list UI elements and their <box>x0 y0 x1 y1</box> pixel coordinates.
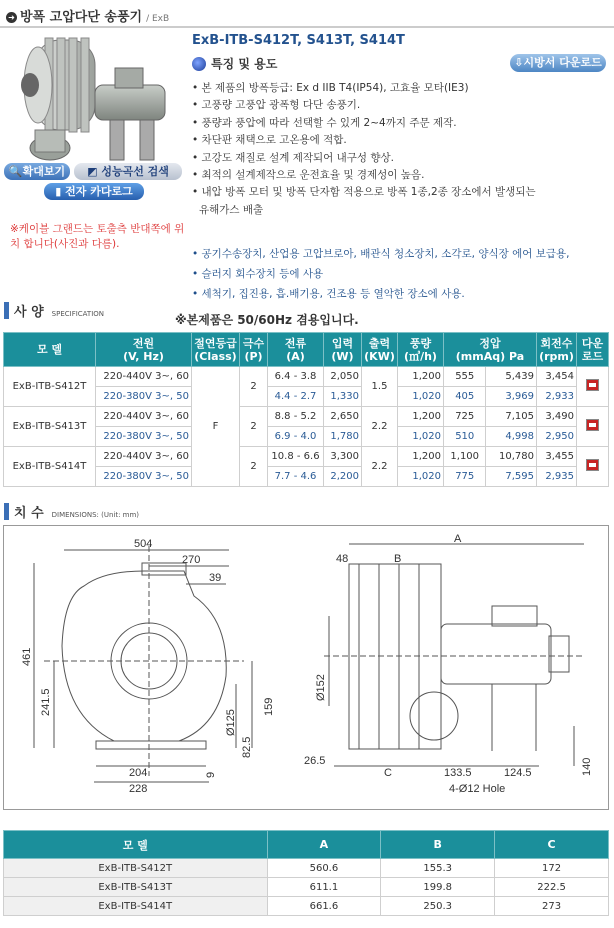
col-pressure-unit1: (mmAq) <box>455 349 506 363</box>
cell-flow: 1,020 <box>398 427 444 447</box>
cell-power: 220-380V 3~, 50 <box>96 427 192 447</box>
cell-output: 2.2 <box>362 407 398 447</box>
spec-heading <box>4 301 104 323</box>
cell-current: 7.7 - 4.6 <box>268 467 324 487</box>
list-item: • 본 제품의 방폭등급: Ex d IIB T4(IP54), 고효율 모타(IE3) <box>192 80 612 97</box>
cell-b: 250.3 <box>381 897 495 916</box>
dim-124: 124.5 <box>504 767 532 779</box>
cell-c: 222.5 <box>495 878 609 897</box>
cell-mmaq: 725 <box>444 407 486 427</box>
col-insulation-label: 절연등급 <box>194 336 237 350</box>
dim-c: C <box>384 767 392 779</box>
list-item: • 공기수송장치, 산업용 고압브로아, 배관식 청소장치, 소각로, 양식장 에어 보급용, <box>192 243 612 266</box>
table-row <box>4 878 609 897</box>
dim-133: 133.5 <box>444 767 472 779</box>
table-header-row <box>4 333 609 367</box>
catalog-label: 전자 카다로그 <box>65 185 133 198</box>
manual-download-button[interactable] <box>510 54 606 72</box>
table-row <box>4 407 609 427</box>
cell-flow: 1,200 <box>398 447 444 467</box>
cell-power: 220-380V 3~, 50 <box>96 467 192 487</box>
cell-c: 273 <box>495 897 609 916</box>
cell-rpm: 3,454 <box>537 367 577 387</box>
list-item: • 고풍량 고풍압 광폭형 다단 송풍기. <box>192 97 612 114</box>
dim-152: Ø152 <box>315 674 327 701</box>
arrow-icon: ➜ <box>6 12 17 23</box>
col-input <box>324 333 362 367</box>
dim-241: 241.5 <box>40 688 52 716</box>
cell-rpm: 2,950 <box>537 427 577 447</box>
table-row <box>4 447 609 467</box>
page-title-sub: / ExB <box>146 14 170 24</box>
col-poles-label: 극수 <box>242 336 265 350</box>
spec-heading-en: SPECIFICATION <box>51 310 105 318</box>
cell-a: 661.6 <box>267 897 381 916</box>
col-output <box>362 333 398 367</box>
dim-461: 461 <box>21 647 33 666</box>
col-current-label: 전류 <box>284 336 307 350</box>
cable-note: ※케이블 그랜드는 토출측 반대쪽에 위치 합니다(사진과 다름). <box>10 223 185 250</box>
col-current-unit: (A) <box>286 349 305 363</box>
cell-input: 2,200 <box>324 467 362 487</box>
pdf-icon <box>586 419 599 431</box>
pdf-icon <box>586 379 599 391</box>
cell-model: ExB-ITB-S414T <box>4 447 96 487</box>
dim-159: 159 <box>263 697 275 716</box>
col-c: C <box>495 831 609 859</box>
col-insulation <box>192 333 240 367</box>
list-item: • 세척기, 집진용, 흡.배기용, 건조용 등 열악한 장소에 사용. <box>192 283 612 306</box>
col-rpm-unit: (rpm) <box>539 349 574 363</box>
pdf-download-button[interactable] <box>577 367 609 407</box>
cell-c: 172 <box>495 859 609 878</box>
col-download <box>577 333 609 367</box>
cell-flow: 1,020 <box>398 387 444 407</box>
pdf-download-button[interactable] <box>577 447 609 487</box>
cell-a: 611.1 <box>267 878 381 897</box>
cell-model: ExB-ITB-S413T <box>4 878 268 897</box>
cell-pa: 7,105 <box>486 407 537 427</box>
cell-input: 2,050 <box>324 367 362 387</box>
features-heading-text: 특징 및 용도 <box>211 57 278 71</box>
list-item: 유해가스 배출 <box>199 203 264 216</box>
col-flow-unit: (㎥/h) <box>404 349 437 363</box>
model-title: ExB-ITB-S412T, S413T, S414T <box>192 33 405 48</box>
cell-mmaq: 555 <box>444 367 486 387</box>
cell-a: 560.6 <box>267 859 381 878</box>
table-header-row <box>4 831 609 859</box>
curve-search-button[interactable] <box>74 163 182 180</box>
dim-228: 228 <box>129 783 148 795</box>
cell-power: 220-440V 3~, 60 <box>96 367 192 387</box>
dim-270: 270 <box>182 554 201 566</box>
col-pressure-unit2: Pa <box>509 349 525 363</box>
dim-204: 204 <box>129 767 148 779</box>
catalog-button[interactable] <box>44 183 144 200</box>
col-input-label: 입력 <box>331 336 354 350</box>
section-mark <box>4 302 9 319</box>
cell-poles: 2 <box>240 407 268 447</box>
col-power <box>96 333 192 367</box>
cell-flow: 1,020 <box>398 467 444 487</box>
col-power-unit: (V, Hz) <box>123 349 164 363</box>
cell-model: ExB-ITB-S412T <box>4 859 268 878</box>
hz-note: ※본제품은 50/60Hz 겸용입니다. <box>175 313 359 327</box>
spec-heading-text: 사 양 <box>14 305 44 320</box>
cell-model: ExB-ITB-S413T <box>4 407 96 447</box>
page-title-text: 방폭 고압다단 송풍기 <box>20 10 143 25</box>
cell-current: 6.4 - 3.8 <box>268 367 324 387</box>
col-current <box>268 333 324 367</box>
dim-a: A <box>454 533 462 545</box>
col-input-unit: (W) <box>331 349 354 363</box>
dim-48: 48 <box>336 553 349 565</box>
cell-poles: 2 <box>240 447 268 487</box>
cell-power: 220-380V 3~, 50 <box>96 387 192 407</box>
cell-pa: 4,998 <box>486 427 537 447</box>
col-model: 모 델 <box>4 831 268 859</box>
cell-current: 4.4 - 2.7 <box>268 387 324 407</box>
list-item: • 풍량과 풍압에 따라 선택할 수 있게 2~4까지 주문 제작. <box>192 115 612 132</box>
col-rpm <box>537 333 577 367</box>
bullet-icon <box>192 57 206 71</box>
cell-input: 1,330 <box>324 387 362 407</box>
cell-pa: 3,969 <box>486 387 537 407</box>
cell-current: 8.8 - 5.2 <box>268 407 324 427</box>
col-insulation-unit: (Class) <box>194 349 237 363</box>
col-model: 모 델 <box>4 333 96 367</box>
cell-output: 1.5 <box>362 367 398 407</box>
cell-insulation: F <box>192 367 240 487</box>
download-icon: ⇩ <box>514 56 524 69</box>
curve-label: 성능곡선 검색 <box>101 165 169 178</box>
cell-input: 1,780 <box>324 427 362 447</box>
cell-model: ExB-ITB-S414T <box>4 897 268 916</box>
cell-pa: 7,595 <box>486 467 537 487</box>
cell-current: 10.8 - 6.6 <box>268 447 324 467</box>
dimensions-heading-text: 치 수 <box>14 506 44 521</box>
dim-hole: 4-Ø12 Hole <box>449 783 506 795</box>
cell-mmaq: 405 <box>444 387 486 407</box>
col-flow <box>398 333 444 367</box>
cell-input: 2,650 <box>324 407 362 427</box>
spec-table <box>3 332 609 487</box>
curve-icon: ◩ <box>87 165 102 178</box>
cell-current: 6.9 - 4.0 <box>268 427 324 447</box>
cell-rpm: 3,490 <box>537 407 577 427</box>
cell-rpm: 2,933 <box>537 387 577 407</box>
dim-b: B <box>394 553 402 565</box>
cell-rpm: 2,935 <box>537 467 577 487</box>
col-pressure-label: 정압 <box>479 336 501 350</box>
dim-39: 39 <box>209 572 222 584</box>
col-download-label2: 로드 <box>581 349 604 363</box>
col-a: A <box>267 831 381 859</box>
features-list <box>192 80 612 219</box>
list-item: • 슬러지 회수장치 등에 사용 <box>192 266 612 283</box>
list-item: • 내압 방폭 모터 및 방폭 단자함 적용으로 방폭 1종,2종 장소에서 발생되는 <box>192 184 612 201</box>
zoom-label: 확대보기 <box>22 165 66 178</box>
dimension-drawing-svg <box>4 526 608 809</box>
cell-output: 2.2 <box>362 447 398 487</box>
manual-download-label: 시방서 다운로드 <box>523 56 602 69</box>
title-divider <box>0 26 614 28</box>
features-heading <box>192 55 277 72</box>
cell-flow: 1,200 <box>398 407 444 427</box>
page-title <box>6 6 169 25</box>
magnifier-icon: 🔍 <box>8 165 23 178</box>
dim-26: 26.5 <box>304 755 326 767</box>
cell-b: 199.8 <box>381 878 495 897</box>
pdf-icon <box>586 459 599 471</box>
table-row <box>4 367 609 387</box>
col-output-unit: (KW) <box>364 349 395 363</box>
dim-125: Ø125 <box>225 709 237 736</box>
list-item: • 고강도 재질로 설계 제작되어 내구성 향상. <box>192 150 612 167</box>
list-item: • 차단판 채택으로 고온용에 적합. <box>192 132 612 149</box>
cell-power: 220-440V 3~, 60 <box>96 447 192 467</box>
dimensions-table <box>3 830 609 916</box>
dimensions-heading-en: DIMENSIONS: (Unit: mm) <box>51 511 140 519</box>
cell-rpm: 3,455 <box>537 447 577 467</box>
cell-model: ExB-ITB-S412T <box>4 367 96 407</box>
cell-power: 220-440V 3~, 60 <box>96 407 192 427</box>
section-mark <box>4 503 9 520</box>
dim-82: 82.5 <box>241 736 253 758</box>
book-icon: ▮ <box>55 185 66 198</box>
dimension-drawing <box>3 525 609 810</box>
col-poles-unit: (P) <box>244 349 263 363</box>
product-photo[interactable] <box>5 30 185 165</box>
col-download-label: 다운 <box>581 336 604 350</box>
cell-flow: 1,200 <box>398 367 444 387</box>
cell-mmaq: 510 <box>444 427 486 447</box>
cell-input: 3,300 <box>324 447 362 467</box>
cell-pa: 5,439 <box>486 367 537 387</box>
col-flow-label: 풍량 <box>409 336 432 350</box>
col-rpm-label: 회전수 <box>540 336 573 350</box>
cell-poles: 2 <box>240 367 268 407</box>
dim-9: 9 <box>205 771 217 778</box>
list-item: • 최적의 설계제작으로 운전효율 및 경제성이 높음. <box>192 167 612 184</box>
col-poles <box>240 333 268 367</box>
col-pressure <box>444 333 537 367</box>
dim-504: 504 <box>134 538 153 550</box>
table-row <box>4 859 609 878</box>
zoom-button[interactable] <box>4 163 70 180</box>
dim-140: 140 <box>581 757 593 776</box>
cell-b: 155.3 <box>381 859 495 878</box>
col-b: B <box>381 831 495 859</box>
cell-pa: 10,780 <box>486 447 537 467</box>
col-output-label: 출력 <box>368 336 391 350</box>
col-power-label: 전원 <box>132 336 155 350</box>
pdf-download-button[interactable] <box>577 407 609 447</box>
dimensions-heading <box>4 502 139 524</box>
cell-mmaq: 775 <box>444 467 486 487</box>
cell-mmaq: 1,100 <box>444 447 486 467</box>
uses-list <box>192 243 612 306</box>
table-row <box>4 897 609 916</box>
